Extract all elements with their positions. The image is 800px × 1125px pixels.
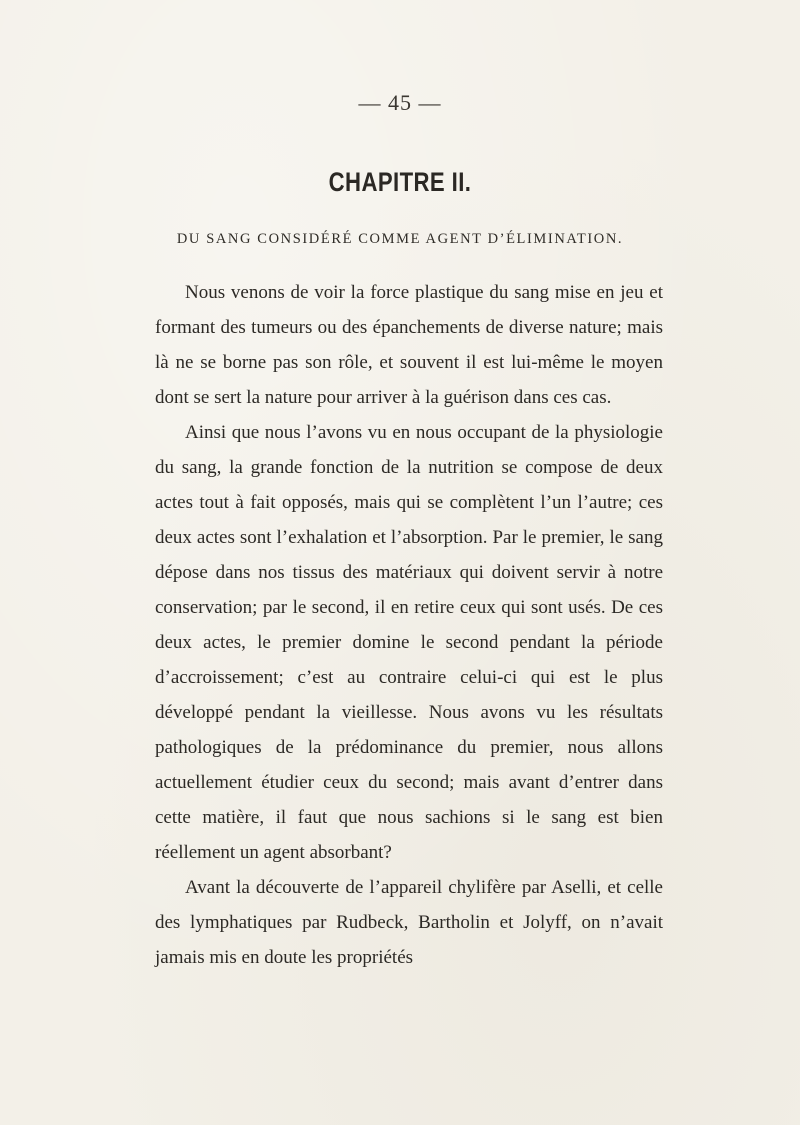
page-number: — 45 — [358,90,442,115]
chapter-subtitle: DU SANG CONSIDÉRÉ COMME AGENT D’ÉLIMINATION. [176,231,624,247]
body-text [155,275,663,975]
paragraph: Nous venons de voir la force plastique du sang mise en jeu et formant des tumeurs ou des épanchements de diverse nature; mais là ne se borne pas son rôle, et souvent il est lui-même le moyen dont se sert la nature pour arriver à la guérison dans ces cas. [155,282,663,408]
paragraph: Ainsi que nous l’avons vu en nous occupant de la physiologie du sang, la grande fonction de la nutrition se compose de deux actes tout à fait opposés, mais qui se complètent l’un l’autre; ces deux actes sont l’exhalation et l’absorption. Par le premier, le sang dépose dans nos tissus des matériaux qui doivent servir à notre conservation; par le second, il en retire ceux qui sont usés. De ces deux actes, le premier domine le second pendant la période d’accroissement; c’est au contraire celui-ci qui est le plus développé pendant la vieillesse. Nous avons vu les résultats pathologiques de la prédominance du premier, nous allons actuellement étudier ceux du second; mais avant d’entrer dans cette matière, il faut que nous sachions si le sang est bien réellement un agent absorbant? [155,422,663,863]
paragraph: Avant la découverte de l’appareil chylifère par Aselli, et celle des lymphatiques par Rudbeck, Bartholin et Jolyff, on n’avait jamais mis en doute les propriétés [155,877,663,968]
chapter-title: CHAPITRE II. [328,167,472,197]
